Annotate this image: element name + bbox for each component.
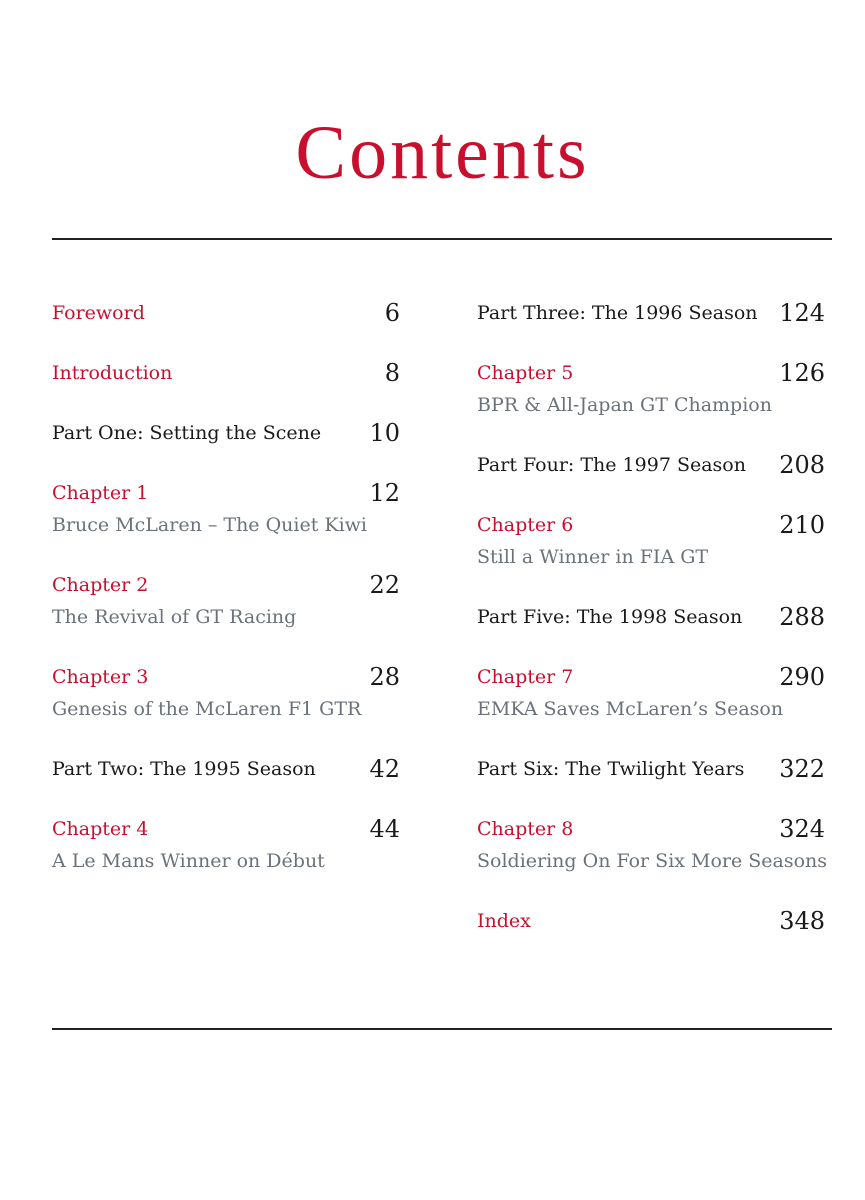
- contents-column-left: [52, 297, 400, 877]
- toc-entry[interactable]: [52, 417, 400, 449]
- toc-entry[interactable]: [52, 661, 400, 725]
- toc-entry-subtitle: EMKA Saves McLaren’s Season: [477, 698, 784, 720]
- toc-page-number: 124: [779, 299, 825, 327]
- toc-page-number: 28: [369, 663, 400, 691]
- toc-page-number: 12: [369, 479, 400, 507]
- toc-entry-label: Chapter 1: [52, 482, 149, 504]
- toc-entry-subtitle: BPR & All-Japan GT Champion: [477, 394, 772, 416]
- toc-page-number: 348: [779, 907, 825, 935]
- toc-entry-label: Part Six: The Twilight Years: [477, 758, 745, 780]
- toc-entry-label: Chapter 7: [477, 666, 574, 688]
- toc-entry-subtitle: Genesis of the McLaren F1 GTR: [52, 698, 362, 720]
- toc-page-number: 288: [779, 603, 825, 631]
- toc-entry[interactable]: [52, 813, 400, 877]
- top-divider: [52, 238, 832, 240]
- toc-page-number: 6: [384, 299, 400, 327]
- toc-page-number: 126: [779, 359, 825, 387]
- toc-entry-label: Index: [477, 910, 531, 932]
- toc-entry[interactable]: [477, 813, 828, 877]
- toc-entry[interactable]: [52, 297, 400, 329]
- toc-page-number: 324: [779, 815, 825, 843]
- toc-entry-label: Part Four: The 1997 Season: [477, 454, 746, 476]
- toc-page-number: 290: [779, 663, 825, 691]
- toc-entry[interactable]: [477, 297, 825, 329]
- toc-page-number: 44: [369, 815, 400, 843]
- toc-page-number: 10: [369, 419, 400, 447]
- contents-column-right: [477, 297, 828, 937]
- toc-entry-subtitle: Still a Winner in FIA GT: [477, 546, 709, 568]
- toc-entry-subtitle: The Revival of GT Racing: [52, 606, 297, 628]
- toc-entry[interactable]: [52, 357, 400, 389]
- toc-entry[interactable]: [477, 357, 825, 421]
- toc-page-number: 22: [369, 571, 400, 599]
- toc-entry[interactable]: [477, 661, 825, 725]
- toc-page-number: 322: [779, 755, 825, 783]
- page-title: Contents: [295, 111, 590, 195]
- toc-entry-label: Chapter 5: [477, 362, 574, 384]
- toc-entry[interactable]: [52, 753, 400, 785]
- toc-page-number: 8: [384, 359, 400, 387]
- toc-entry-label: Chapter 2: [52, 574, 149, 596]
- toc-page-number: 208: [779, 451, 825, 479]
- toc-entry[interactable]: [477, 905, 825, 937]
- toc-entry-label: Chapter 6: [477, 514, 574, 536]
- toc-entry-label: Introduction: [52, 362, 173, 384]
- toc-entry-subtitle: Bruce McLaren – The Quiet Kiwi: [52, 514, 368, 536]
- toc-entry-label: Chapter 3: [52, 666, 149, 688]
- toc-entry-label: Foreword: [52, 302, 145, 324]
- toc-entry[interactable]: [477, 449, 825, 481]
- toc-entry[interactable]: [52, 569, 400, 633]
- toc-entry-label: Part Two: The 1995 Season: [52, 758, 316, 780]
- toc-entry-subtitle: Soldiering On For Six More Seasons: [477, 850, 828, 872]
- toc-page-number: 210: [779, 511, 825, 539]
- toc-entry-label: Chapter 8: [477, 818, 574, 840]
- toc-entry[interactable]: [477, 601, 825, 633]
- bottom-divider: [52, 1028, 832, 1030]
- toc-entry-label: Chapter 4: [52, 818, 149, 840]
- toc-entry[interactable]: [52, 477, 400, 541]
- toc-page-number: 42: [369, 755, 400, 783]
- toc-entry[interactable]: [477, 509, 825, 573]
- toc-entry-label: Part Five: The 1998 Season: [477, 606, 743, 628]
- toc-entry-label: Part One: Setting the Scene: [52, 422, 322, 444]
- toc-entry-label: Part Three: The 1996 Season: [477, 302, 758, 324]
- toc-entry[interactable]: [477, 753, 825, 785]
- toc-entry-subtitle: A Le Mans Winner on Début: [52, 850, 325, 872]
